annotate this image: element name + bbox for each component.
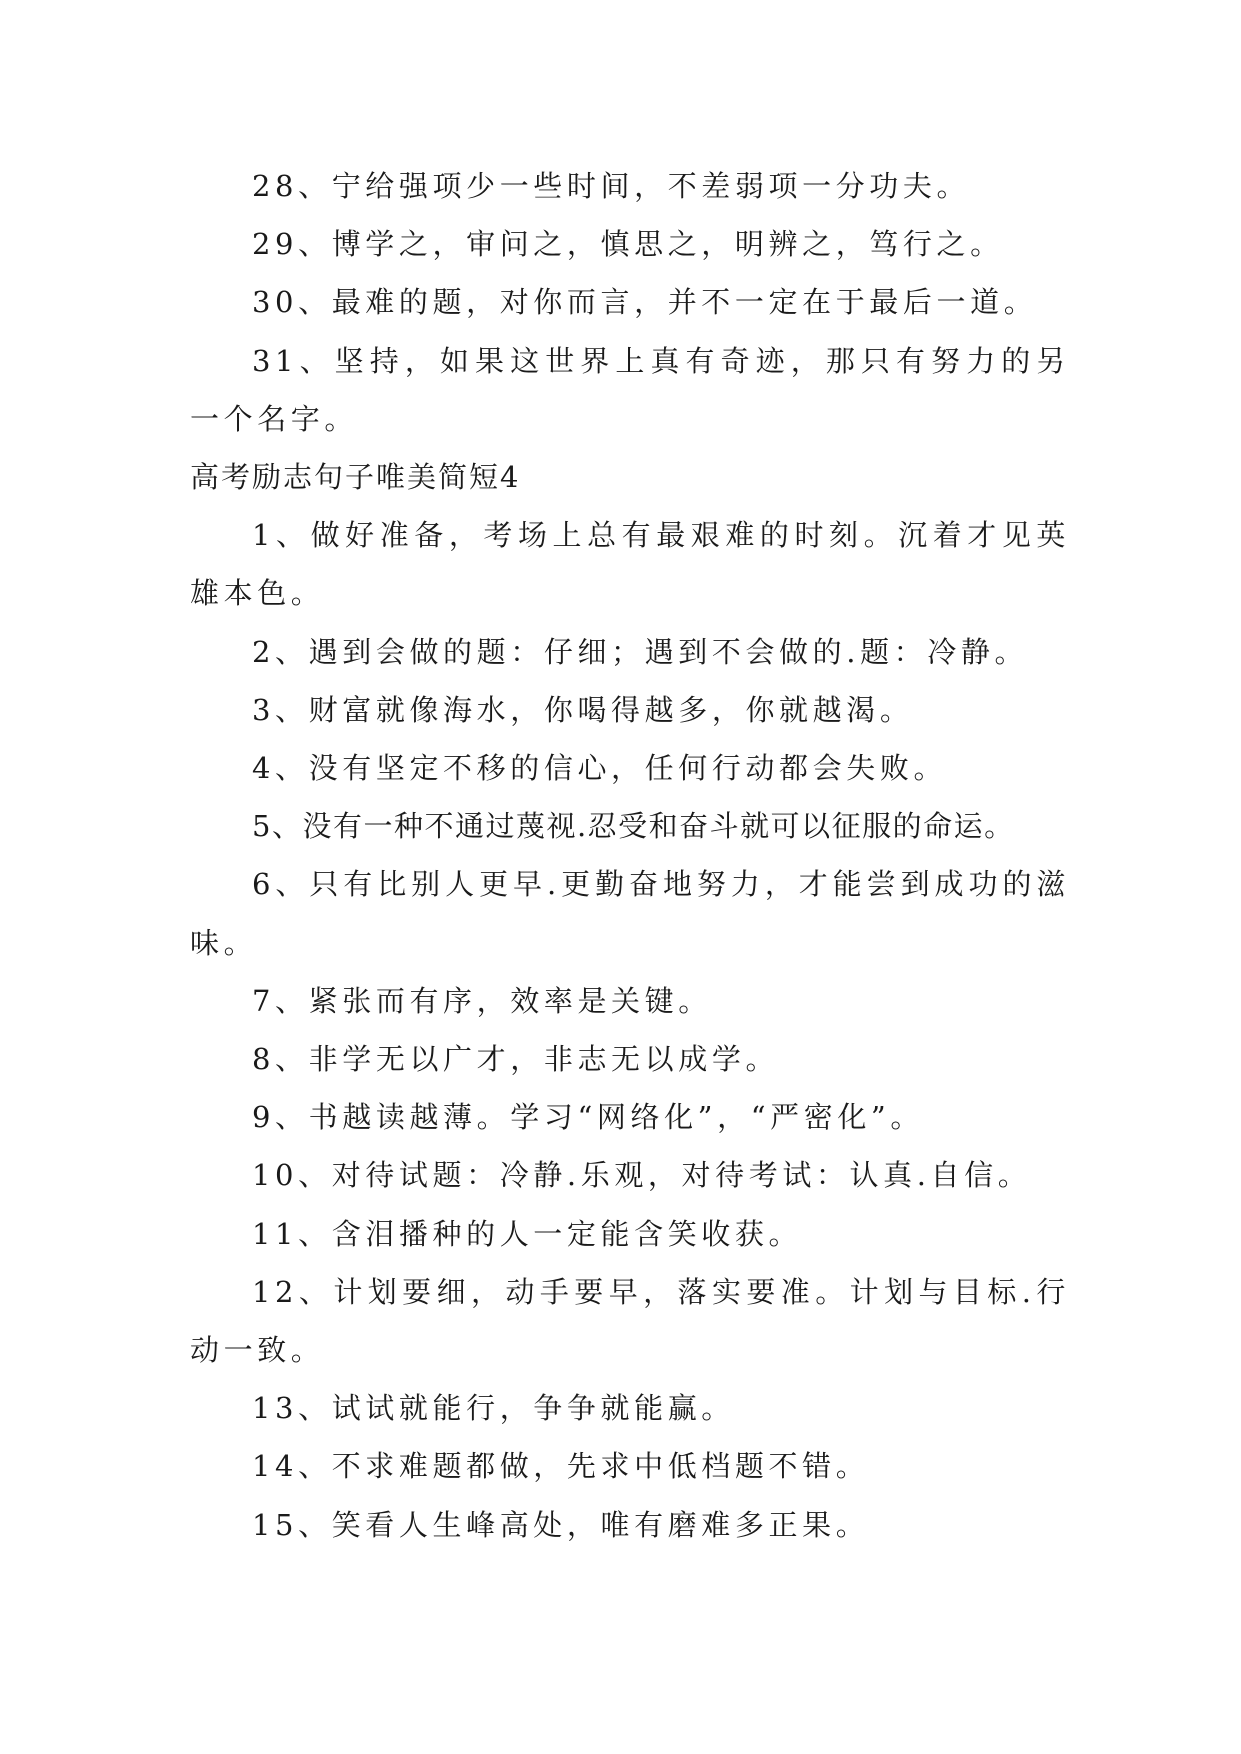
list-item: 1、做好准备，考场上总有最艰难的时刻。沉着才见英雄本色。 — [190, 518, 1070, 611]
document-body — [190, 157, 1070, 1554]
list-item: 5、没有一种不通过蔑视.忍受和奋斗就可以征服的命运。 — [252, 809, 1015, 844]
list-item: 31、坚持，如果这世界上真有奇迹，那只有努力的另一个名字。 — [190, 343, 1070, 436]
section-heading: 高考励志句子唯美简短4 — [190, 460, 521, 495]
list-item: 2、遇到会做的题：仔细；遇到不会做的.题：冷静。 — [252, 634, 1029, 669]
list-item: 3、财富就像海水，你喝得越多，你就越渴。 — [252, 692, 914, 727]
list-item: 12、计划要细，动手要早，落实要准。计划与目标.行动一致。 — [190, 1274, 1070, 1368]
list-item: 13、试试就能行，争争就能赢。 — [252, 1391, 735, 1426]
list-item: 29、博学之，审问之，慎思之，明辨之，笃行之。 — [252, 227, 1004, 262]
list-item: 6、只有比别人更早.更勤奋地努力，才能尝到成功的滋味。 — [190, 867, 1070, 960]
list-item: 7、紧张而有序，效率是关键。 — [252, 983, 712, 1018]
list-item: 9、书越读越薄。学习“网络化”，“严密化”。 — [252, 1100, 924, 1135]
list-item: 8、非学无以广才，非志无以成学。 — [252, 1042, 780, 1077]
list-item: 11、含泪播种的人一定能含笑收获。 — [252, 1216, 803, 1251]
list-item: 15、笑看人生峰高处，唯有磨难多正果。 — [252, 1507, 870, 1542]
list-item: 14、不求难题都做，先求中低档题不错。 — [252, 1449, 870, 1484]
list-item: 28、宁给强项少一些时间，不差弱项一分功夫。 — [252, 169, 971, 203]
list-item: 4、没有坚定不移的信心，任何行动都会失败。 — [252, 751, 948, 786]
list-item: 10、对待试题：冷静.乐观，对待考试：认真.自信。 — [252, 1158, 1032, 1193]
list-item: 30、最难的题，对你而言，并不一定在于最后一道。 — [252, 285, 1038, 320]
